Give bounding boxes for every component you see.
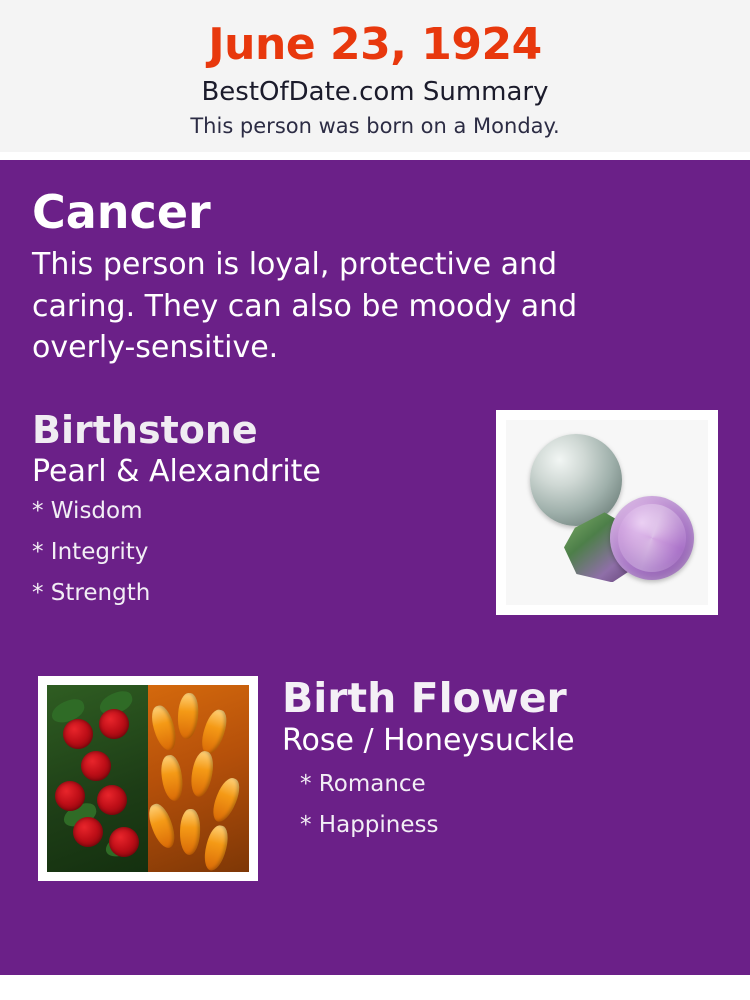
pearl-icon	[530, 434, 622, 526]
zodiac-sign-name: Cancer	[32, 184, 211, 239]
birth-flower-title: Birth Flower	[282, 674, 567, 723]
birthstone-section	[32, 410, 718, 630]
birth-flower-text	[282, 676, 718, 837]
birthstone-image	[496, 410, 718, 615]
birthstone-trait: * Strength	[32, 580, 151, 607]
born-on-text: This person was born on a Monday.	[190, 113, 560, 138]
birth-flower-trait: * Happiness	[300, 812, 439, 839]
page-title: June 23, 1924	[208, 19, 542, 70]
header	[0, 0, 750, 152]
zodiac-description: This person is loyal, protective and caring. They can also be moody and overly-sensitive.	[32, 247, 578, 365]
header-divider	[0, 152, 750, 160]
birthstone-image-inner	[506, 420, 708, 605]
birthstone-title: Birthstone	[32, 408, 258, 453]
birth-flower-name: Rose / Honeysuckle	[282, 723, 575, 759]
site-summary-label: BestOfDate.com Summary	[201, 77, 549, 108]
birth-flower-trait: * Romance	[300, 771, 426, 798]
birthstone-trait: * Integrity	[32, 539, 149, 566]
birth-flower-section	[32, 676, 718, 886]
birth-flower-image-inner	[47, 685, 249, 872]
roses-photo	[47, 685, 148, 872]
birthstone-name: Pearl & Alexandrite	[32, 454, 321, 490]
alexandrite-cut-icon	[610, 496, 694, 580]
body-panel	[0, 160, 750, 975]
birthstone-trait: * Wisdom	[32, 498, 143, 525]
birth-flower-image	[38, 676, 258, 881]
honeysuckle-photo	[148, 685, 249, 872]
